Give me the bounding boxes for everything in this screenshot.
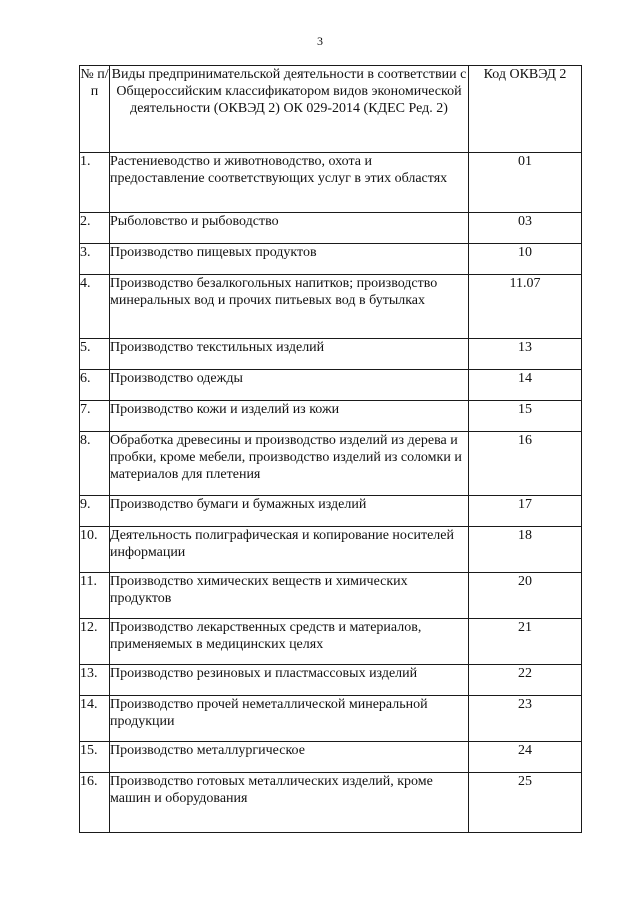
row-num: 10. (80, 527, 110, 573)
row-code: 11.07 (469, 275, 582, 339)
table-row (80, 153, 582, 213)
row-description: Производство готовых металлических изделий, кроме машин и оборудования (110, 773, 469, 833)
row-code: 16 (469, 432, 582, 496)
table-row (80, 619, 582, 665)
row-num: 11. (80, 573, 110, 619)
table-row (80, 244, 582, 275)
row-description: Производство бумаги и бумажных изделий (110, 496, 469, 527)
table-row (80, 573, 582, 619)
table-row (80, 339, 582, 370)
row-description: Производство металлургическое (110, 742, 469, 773)
row-code: 14 (469, 370, 582, 401)
header-code: Код ОКВЭД 2 (469, 66, 582, 153)
row-num: 4. (80, 275, 110, 339)
row-code: 24 (469, 742, 582, 773)
row-code: 23 (469, 696, 582, 742)
row-description: Производство резиновых и пластмассовых изделий (110, 665, 469, 696)
row-num: 16. (80, 773, 110, 833)
row-description: Растениеводство и животноводство, охота и предоставление соответствующих услуг в этих областях (110, 153, 469, 213)
row-num: 9. (80, 496, 110, 527)
row-num: 3. (80, 244, 110, 275)
row-description: Производство текстильных изделий (110, 339, 469, 370)
row-code: 15 (469, 401, 582, 432)
row-description: Производство одежды (110, 370, 469, 401)
row-description: Производство кожи и изделий из кожи (110, 401, 469, 432)
row-code: 13 (469, 339, 582, 370)
table-row (80, 275, 582, 339)
row-code: 10 (469, 244, 582, 275)
table-row (80, 773, 582, 833)
table-row (80, 432, 582, 496)
table-row (80, 665, 582, 696)
row-code: 25 (469, 773, 582, 833)
row-description: Производство безалкогольных напитков; производство минеральных вод и прочих питьевых вод в бутылках (110, 275, 469, 339)
table-row (80, 742, 582, 773)
row-code: 20 (469, 573, 582, 619)
table-row (80, 527, 582, 573)
table-header-row (80, 66, 582, 153)
table-row (80, 401, 582, 432)
header-description: Виды предпринимательской деятельности в соответствии с Общероссийским классификатором видов экономической деятельности (ОКВЭД 2) ОК 029-2014 (КДЕС Ред. 2) (110, 66, 469, 153)
row-description: Деятельность полиграфическая и копирование носителей информации (110, 527, 469, 573)
row-num: 14. (80, 696, 110, 742)
row-code: 18 (469, 527, 582, 573)
row-code: 21 (469, 619, 582, 665)
row-description: Производство пищевых продуктов (110, 244, 469, 275)
row-num: 15. (80, 742, 110, 773)
row-description: Обработка древесины и производство изделий из дерева и пробки, кроме мебели, производство изделий из соломки и материалов для плетения (110, 432, 469, 496)
okved-activities-table (79, 65, 582, 833)
row-num: 7. (80, 401, 110, 432)
table-row (80, 696, 582, 742)
table-row (80, 213, 582, 244)
row-code: 03 (469, 213, 582, 244)
row-description: Производство химических веществ и химических продуктов (110, 573, 469, 619)
row-num: 2. (80, 213, 110, 244)
row-description: Производство прочей неметаллической минеральной продукции (110, 696, 469, 742)
row-code: 17 (469, 496, 582, 527)
row-description: Производство лекарственных средств и материалов, применяемых в медицинских целях (110, 619, 469, 665)
row-num: 13. (80, 665, 110, 696)
table-row (80, 370, 582, 401)
row-num: 1. (80, 153, 110, 213)
row-num: 8. (80, 432, 110, 496)
table-row (80, 496, 582, 527)
row-code: 01 (469, 153, 582, 213)
row-code: 22 (469, 665, 582, 696)
row-num: 12. (80, 619, 110, 665)
row-num: 5. (80, 339, 110, 370)
header-num: № п/п (80, 66, 110, 153)
row-description: Рыболовство и рыбоводство (110, 213, 469, 244)
page-number: 3 (317, 34, 323, 48)
row-num: 6. (80, 370, 110, 401)
